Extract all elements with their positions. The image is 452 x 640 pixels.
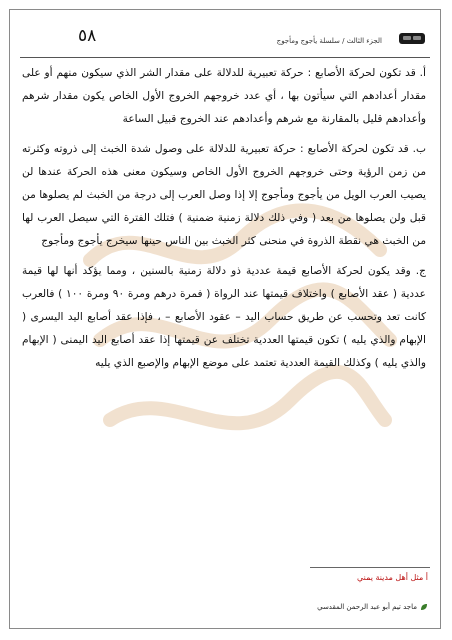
body-text [22, 62, 426, 376]
paragraph-a: أ. قد تكون لحركة الأصابع : حركة تعبيرية للدلالة على مقدار الشر الذي سيكون منهم أو على مقدار أعدادهم التي سيأتون بها ، أي عدد خروجهم الخروج الأول الخاص يكون مقدار شرهم وأعدادهم قليل بالمقارنة مع شرهم وأعدادهم عند الخروج قبيل الساعة [22, 67, 426, 126]
book-logo-icon [398, 30, 426, 46]
paragraph-c: ج. وقد يكون لحركة الأصابع قيمة عددية ذو دلالة زمنية بالسنين ، ومما يؤكد أنها لها قيمة عددية ( عقد الأصابع ) واختلاف قيمتها عند الرواة ( فمرة درهم ومرة ٩٠ ومرة ١٠٠ ) فالعرب كانت تعد وتحسب عن طريق حساب اليد – عقود الأصابع – ، فإذا عقد أصابع اليد اليسرى ( الإبهام والذي يليه ) تكون قيمتها العددية تختلف عن قيمتها إذا عقد أصابع اليد اليمنى ( الإبهام والذي يليه ) وكذلك القيمة العددية تعتمد على موضع الإبهام والإصبع الذي يليه [22, 264, 426, 370]
leaf-icon [420, 603, 428, 611]
header-rule [20, 57, 430, 58]
author-name: ماجد تيم أبو عبد الرحمن المقدسي [317, 603, 417, 611]
footer-rule [310, 567, 430, 568]
running-title: الجزء الثالث / سلسلة يأجوج ومأجوج [276, 37, 382, 45]
footnote: أ مثل أهل مدينة يمني [357, 573, 428, 582]
paragraph-b: ب. قد تكون لحركة الأصابع : حركة تعبيرية للدلالة على وصول شدة الخبث إلى ذروته وكثرته من زمن الرؤية وحتى خروجهم الخروج الأول الخاص وسيكون معنى هذه الحركة عندها لن يصيب العرب الويل من يأجوج ومأجوج إلا إذا وصل العرب إلى درجة من الخبث لم يصلوها من قبل ولن يصلوها من بعد ( وفي ذلك دلالة زمنية ضمنية ) فتلك الفترة التي سيصل العرب لها من الخبث هي نقطة الذروة في منحنى كثر الخبث بين الناس حينها سيخرج يأجوج ومأجوج [22, 142, 426, 248]
page-number: ٥٨ [78, 26, 97, 46]
page-header [20, 24, 430, 54]
author-credit [317, 603, 428, 611]
